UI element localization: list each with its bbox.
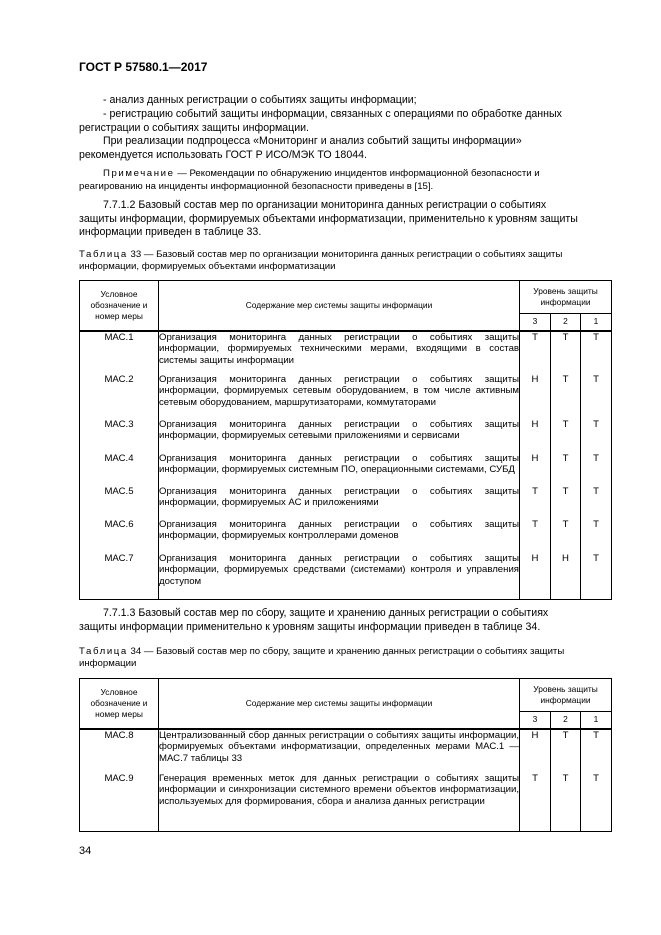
measure-code: МАС.8 [80,729,159,773]
measure-code: МАС.4 [80,453,159,486]
level-2-value: Т [551,486,581,519]
measure-content: Генерация временных меток для данных регистрации о событиях защиты информации и синхронизации системного времени объектов информатизации, используемых для формирования, сбора и анализа данных регистрации [159,773,520,832]
table33-caption-text: 33 — Базовый состав мер по организации мониторинга данных регистрации о событиях защиты информации, формируемых объектами информатизации [79,249,563,272]
level-1-value: Т [581,374,612,419]
level-2-value: Т [551,729,581,773]
measure-content: Организация мониторинга данных регистрации о событиях защиты информации, формируемых сетевым оборудованием, в том числе активным сетевым оборудованием, маршрутизаторами, коммутаторами [159,374,520,419]
table33-header-level-1: 1 [581,314,612,331]
measure-code: МАС.3 [80,419,159,453]
level-1-value: Т [581,519,612,553]
measure-content: Организация мониторинга данных регистрации о событиях защиты информации, формируемых техническими мерами, входящими в состав системы защиты информации [159,331,520,374]
level-3-value: Т [520,773,551,832]
measure-content: Организация мониторинга данных регистрации о событиях защиты информации, формируемых системным ПО, операционными системами, СУБД [159,453,520,486]
table33-header-level: Уровень защиты информации [520,281,612,314]
measure-content: Организация мониторинга данных регистрации о событиях защиты информации, формируемых АС и приложениями [159,486,520,519]
intro-line-1: - анализ данных регистрации о событиях защиты информации; [103,94,417,106]
table33-header-level-3: 3 [520,314,551,331]
table-33 [79,280,612,600]
table-row [80,453,612,486]
measure-code: МАС.7 [80,553,159,600]
table33-header-content: Содержание мер системы защиты информации [159,281,520,331]
table34-header-level: Уровень защиты информации [520,679,612,712]
measure-code: МАС.1 [80,331,159,374]
table33-header-level-2: 2 [551,314,581,331]
level-1-value: Т [581,553,612,600]
table-row [80,553,612,600]
table-row [80,773,612,832]
level-2-value: Н [551,553,581,600]
table34-caption [79,646,609,670]
level-3-value: Т [520,486,551,519]
section-7713-paragraph: 7.7.1.3 Базовый состав мер по сбору, защите и хранению данных регистрации о событиях защиты информации применительно к уровням защиты информации приведен в таблице 34. [79,607,549,633]
note-text: — Рекомендации по обнаружению инцидентов информационной безопасности и реагированию на инциденты информационной безопасности приведены в [15]. [79,168,540,192]
level-3-value: Н [520,419,551,453]
table34-header-level-2: 2 [551,712,581,729]
level-1-value: Т [581,419,612,453]
level-3-value: Н [520,453,551,486]
measure-content: Организация мониторинга данных регистрации о событиях защиты информации, формируемых средствами (системами) контроля и управления доступом [159,553,520,600]
table34-caption-label: Таблица [79,646,128,657]
table34-header-content: Содержание мер системы защиты информации [159,679,520,729]
level-1-value: Т [581,773,612,832]
document-header: ГОСТ Р 57580.1—2017 [79,60,208,74]
table-row [80,419,612,453]
table34-header-level-3: 3 [520,712,551,729]
note-paragraph [79,168,585,193]
level-3-value: Н [520,553,551,600]
table34-caption-text: 34 — Базовый состав мер по сбору, защите и хранению данных регистрации о событиях защиты информации [79,646,565,669]
measure-content: Централизованный сбор данных регистрации о событиях защиты информации, формируемых объектами информатизации, определенных мерами МАС.1 — МАС.7 таблицы 33 [159,729,520,773]
level-2-value: Т [551,419,581,453]
table-row [80,519,612,553]
page-number: 34 [79,845,92,857]
table-row [80,331,612,374]
level-3-value: Н [520,374,551,419]
table33-caption [79,249,609,273]
level-2-value: Т [551,374,581,419]
measure-code: МАС.5 [80,486,159,519]
level-2-value: Т [551,773,581,832]
measure-code: МАС.2 [80,374,159,419]
level-3-value: Н [520,729,551,773]
level-1-value: Т [581,453,612,486]
level-1-value: Т [581,486,612,519]
level-3-value: Т [520,331,551,374]
level-3-value: Т [520,519,551,553]
note-label: Примечание [103,168,175,179]
table34-header-level-1: 1 [581,712,612,729]
realization-paragraph: При реализации подпроцесса «Мониторинг и анализ событий защиты информации» рекомендуется использовать ГОСТ Р ИСО/МЭК ТО 18044. [79,135,522,161]
measure-code: МАС.9 [80,773,159,832]
table-row [80,486,612,519]
measure-content: Организация мониторинга данных регистрации о событиях защиты информации, формируемых контроллерами доменов [159,519,520,553]
level-2-value: Т [551,519,581,553]
table34-header-code: Условное обозначение и номер меры [80,679,159,729]
section-7712-paragraph: 7.7.1.2 Базовый состав мер по организации мониторинга данных регистрации о событиях защиты информации, формируемых объектами информатизации, применительно к уровням защиты информации приведен в таблице 33. [79,199,578,239]
table-row [80,729,612,773]
measure-content: Организация мониторинга данных регистрации о событиях защиты информации, формируемых сетевыми приложениями и сервисами [159,419,520,453]
table-row [80,374,612,419]
measure-code: МАС.6 [80,519,159,553]
level-1-value: Т [581,331,612,374]
table33-caption-label: Таблица [79,249,128,260]
table33-header-code: Условное обозначение и номер меры [80,281,159,331]
level-1-value: Т [581,729,612,773]
intro-line-2: - регистрацию событий защиты информации, связанных с операциями по обработке данных регистрации о событиях защиты информации. [79,108,562,134]
level-2-value: Т [551,453,581,486]
table-34 [79,678,612,832]
level-2-value: Т [551,331,581,374]
